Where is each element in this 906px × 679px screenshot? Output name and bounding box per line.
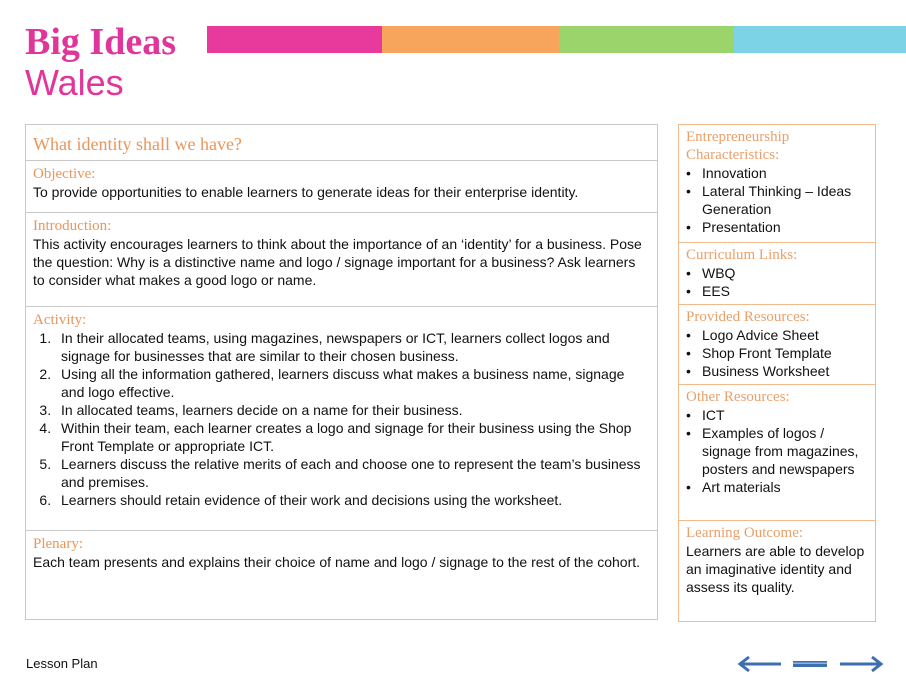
list-item: • Logo Advice Sheet xyxy=(702,326,868,344)
activity-item: 2. Using all the information gathered, learners discuss what makes a business name, signage and logo effective. xyxy=(55,365,650,401)
list-item: • Examples of logos / signage from magazines, posters and newspapers xyxy=(702,424,868,478)
list-item: • EES xyxy=(702,282,868,300)
brand-title: Big Ideas xyxy=(25,21,176,63)
arrow-left-icon[interactable] xyxy=(737,655,783,673)
sidebar-panel xyxy=(678,124,876,622)
stripe-orange xyxy=(382,26,559,53)
activity-list xyxy=(33,329,650,509)
activity-item: 5. Learners discuss the relative merits of each and choose one to represent the team’s business and premises. xyxy=(55,455,650,491)
entrepreneurship-heading: Entrepreneurship Characteristics: xyxy=(686,129,790,163)
activity-section xyxy=(26,307,657,531)
introduction-text: This activity encourages learners to think about the importance of an ‘identity’ for a business. Pose the question: Why is a distinctive name and logo / signage important for a business? Ask learners to consider what makes a good logo or name. xyxy=(33,236,642,288)
activity-heading: Activity: xyxy=(33,312,87,328)
arrow-right-icon[interactable] xyxy=(838,655,884,673)
list-item: • Art materials xyxy=(702,478,868,496)
plenary-text: Each team presents and explains their choice of name and logo / signage to the rest of the cohort. xyxy=(33,554,641,570)
other-list xyxy=(686,406,868,496)
activity-item: 1. In their allocated teams, using magazines, newspapers or ICT, learners collect logos and signage for businesses that are similar to their chosen business. xyxy=(55,329,650,365)
title-section xyxy=(26,125,657,161)
stripe-blue xyxy=(734,26,906,53)
provided-heading: Provided Resources: xyxy=(686,309,810,325)
outcome-heading: Learning Outcome: xyxy=(686,525,804,541)
menu-bar-icon[interactable] xyxy=(792,655,828,673)
list-item: • ICT xyxy=(702,406,868,424)
objective-heading: Objective: xyxy=(33,166,96,182)
curriculum-section xyxy=(679,243,875,305)
provided-list xyxy=(686,326,868,380)
footer-label: Lesson Plan xyxy=(26,656,98,671)
list-item: • Business Worksheet xyxy=(702,362,868,380)
activity-item: 3. In allocated teams, learners decide on a name for their business. xyxy=(55,401,650,419)
lesson-title: What identity shall we have? xyxy=(33,134,242,154)
other-resources-section xyxy=(679,385,875,521)
list-item: • WBQ xyxy=(702,264,868,282)
entrepreneurship-section xyxy=(679,125,875,243)
plenary-heading: Plenary: xyxy=(33,536,83,552)
provided-resources-section xyxy=(679,305,875,385)
list-item: • Lateral Thinking – Ideas Generation xyxy=(702,182,868,218)
stripe-pink xyxy=(207,26,382,53)
introduction-heading: Introduction: xyxy=(33,218,112,234)
introduction-section xyxy=(26,213,657,307)
list-item: • Innovation xyxy=(702,164,868,182)
activity-item: 6. Learners should retain evidence of their work and decisions using the worksheet. xyxy=(55,491,650,509)
activity-item: 4. Within their team, each learner creates a logo and signage for their business using the Shop Front Template or appropriate ICT. xyxy=(55,419,650,455)
stripe-green xyxy=(559,26,734,53)
list-item: • Presentation xyxy=(702,218,868,236)
other-heading: Other Resources: xyxy=(686,389,790,405)
curriculum-heading: Curriculum Links: xyxy=(686,247,798,263)
brand-subtitle: Wales xyxy=(25,62,124,103)
curriculum-list xyxy=(686,264,868,300)
list-item: • Shop Front Template xyxy=(702,344,868,362)
objective-text: To provide opportunities to enable learners to generate ideas for their enterprise identity. xyxy=(33,184,579,200)
learning-outcome-section xyxy=(679,521,875,599)
objective-section xyxy=(26,161,657,213)
plenary-section xyxy=(26,531,657,575)
outcome-text: Learners are able to develop an imaginative identity and assess its quality. xyxy=(686,543,865,595)
entrepreneurship-list xyxy=(686,164,868,236)
lesson-panel xyxy=(25,124,658,620)
